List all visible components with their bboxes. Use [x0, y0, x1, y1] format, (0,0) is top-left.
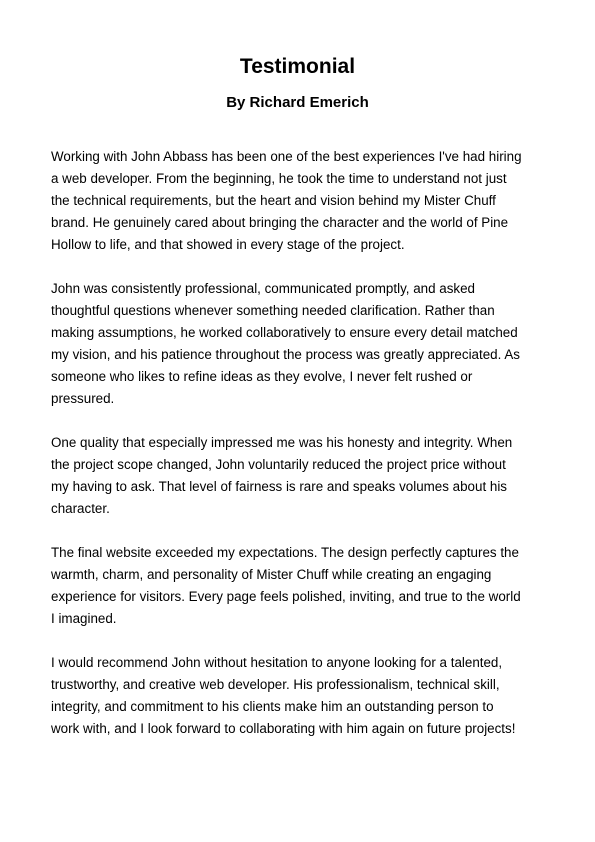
text-line: John was consistently professional, communicated promptly, and asked: [51, 281, 476, 296]
text-line: a web developer. From the beginning, he took the time to understand not just: [51, 171, 507, 186]
text-line: Hollow to life, and that showed in every stage of the project.: [51, 237, 405, 252]
text-line: warmth, charm, and personality of Mister Chuff while creating an engaging: [51, 567, 492, 582]
paragraph-4: [51, 542, 551, 630]
text-line: Working with John Abbass has been one of the best experiences I've had hiring: [51, 149, 522, 164]
paragraph-3: [51, 432, 551, 520]
text-line: work with, and I look forward to collaborating with him again on future projects!: [51, 721, 516, 736]
text-line: pressured.: [51, 391, 115, 406]
text-line: my vision, and his patience throughout the process was greatly appreciated. As: [51, 347, 520, 362]
text-line: experience for visitors. Every page feels polished, inviting, and true to the world: [51, 589, 521, 604]
text-line: the technical requirements, but the heart and vision behind my Mister Chuff: [51, 193, 496, 208]
text-line: thoughtful questions whenever something needed clarification. Rather than: [51, 303, 495, 318]
paragraph-2: [51, 278, 551, 410]
text-line: making assumptions, he worked collaboratively to ensure every detail matched: [51, 325, 518, 340]
text-line: I imagined.: [51, 611, 117, 626]
text-line: I would recommend John without hesitation to anyone looking for a talented,: [51, 655, 503, 670]
text-line: brand. He genuinely cared about bringing the character and the world of Pine: [51, 215, 509, 230]
text-line: the project scope changed, John voluntarily reduced the project price without: [51, 457, 506, 472]
text-line: my having to ask. That level of fairness is rare and speaks volumes about his: [51, 479, 508, 494]
paragraph-1: [51, 146, 551, 256]
testimonial-body: [51, 146, 551, 762]
text-line: trustworthy, and creative web developer. His professionalism, technical skill,: [51, 677, 500, 692]
text-line: The final website exceeded my expectations. The design perfectly captures the: [51, 545, 519, 560]
text-line: someone who likes to refine ideas as they evolve, I never felt rushed or: [51, 369, 473, 384]
text-line: integrity, and commitment to his clients make him an outstanding person to: [51, 699, 494, 714]
text-line: One quality that especially impressed me was his honesty and integrity. When: [51, 435, 513, 450]
page-title: Testimonial: [239, 55, 356, 78]
text-line: character.: [51, 501, 110, 516]
byline: By Richard Emerich: [226, 94, 369, 111]
paragraph-5: [51, 652, 551, 740]
